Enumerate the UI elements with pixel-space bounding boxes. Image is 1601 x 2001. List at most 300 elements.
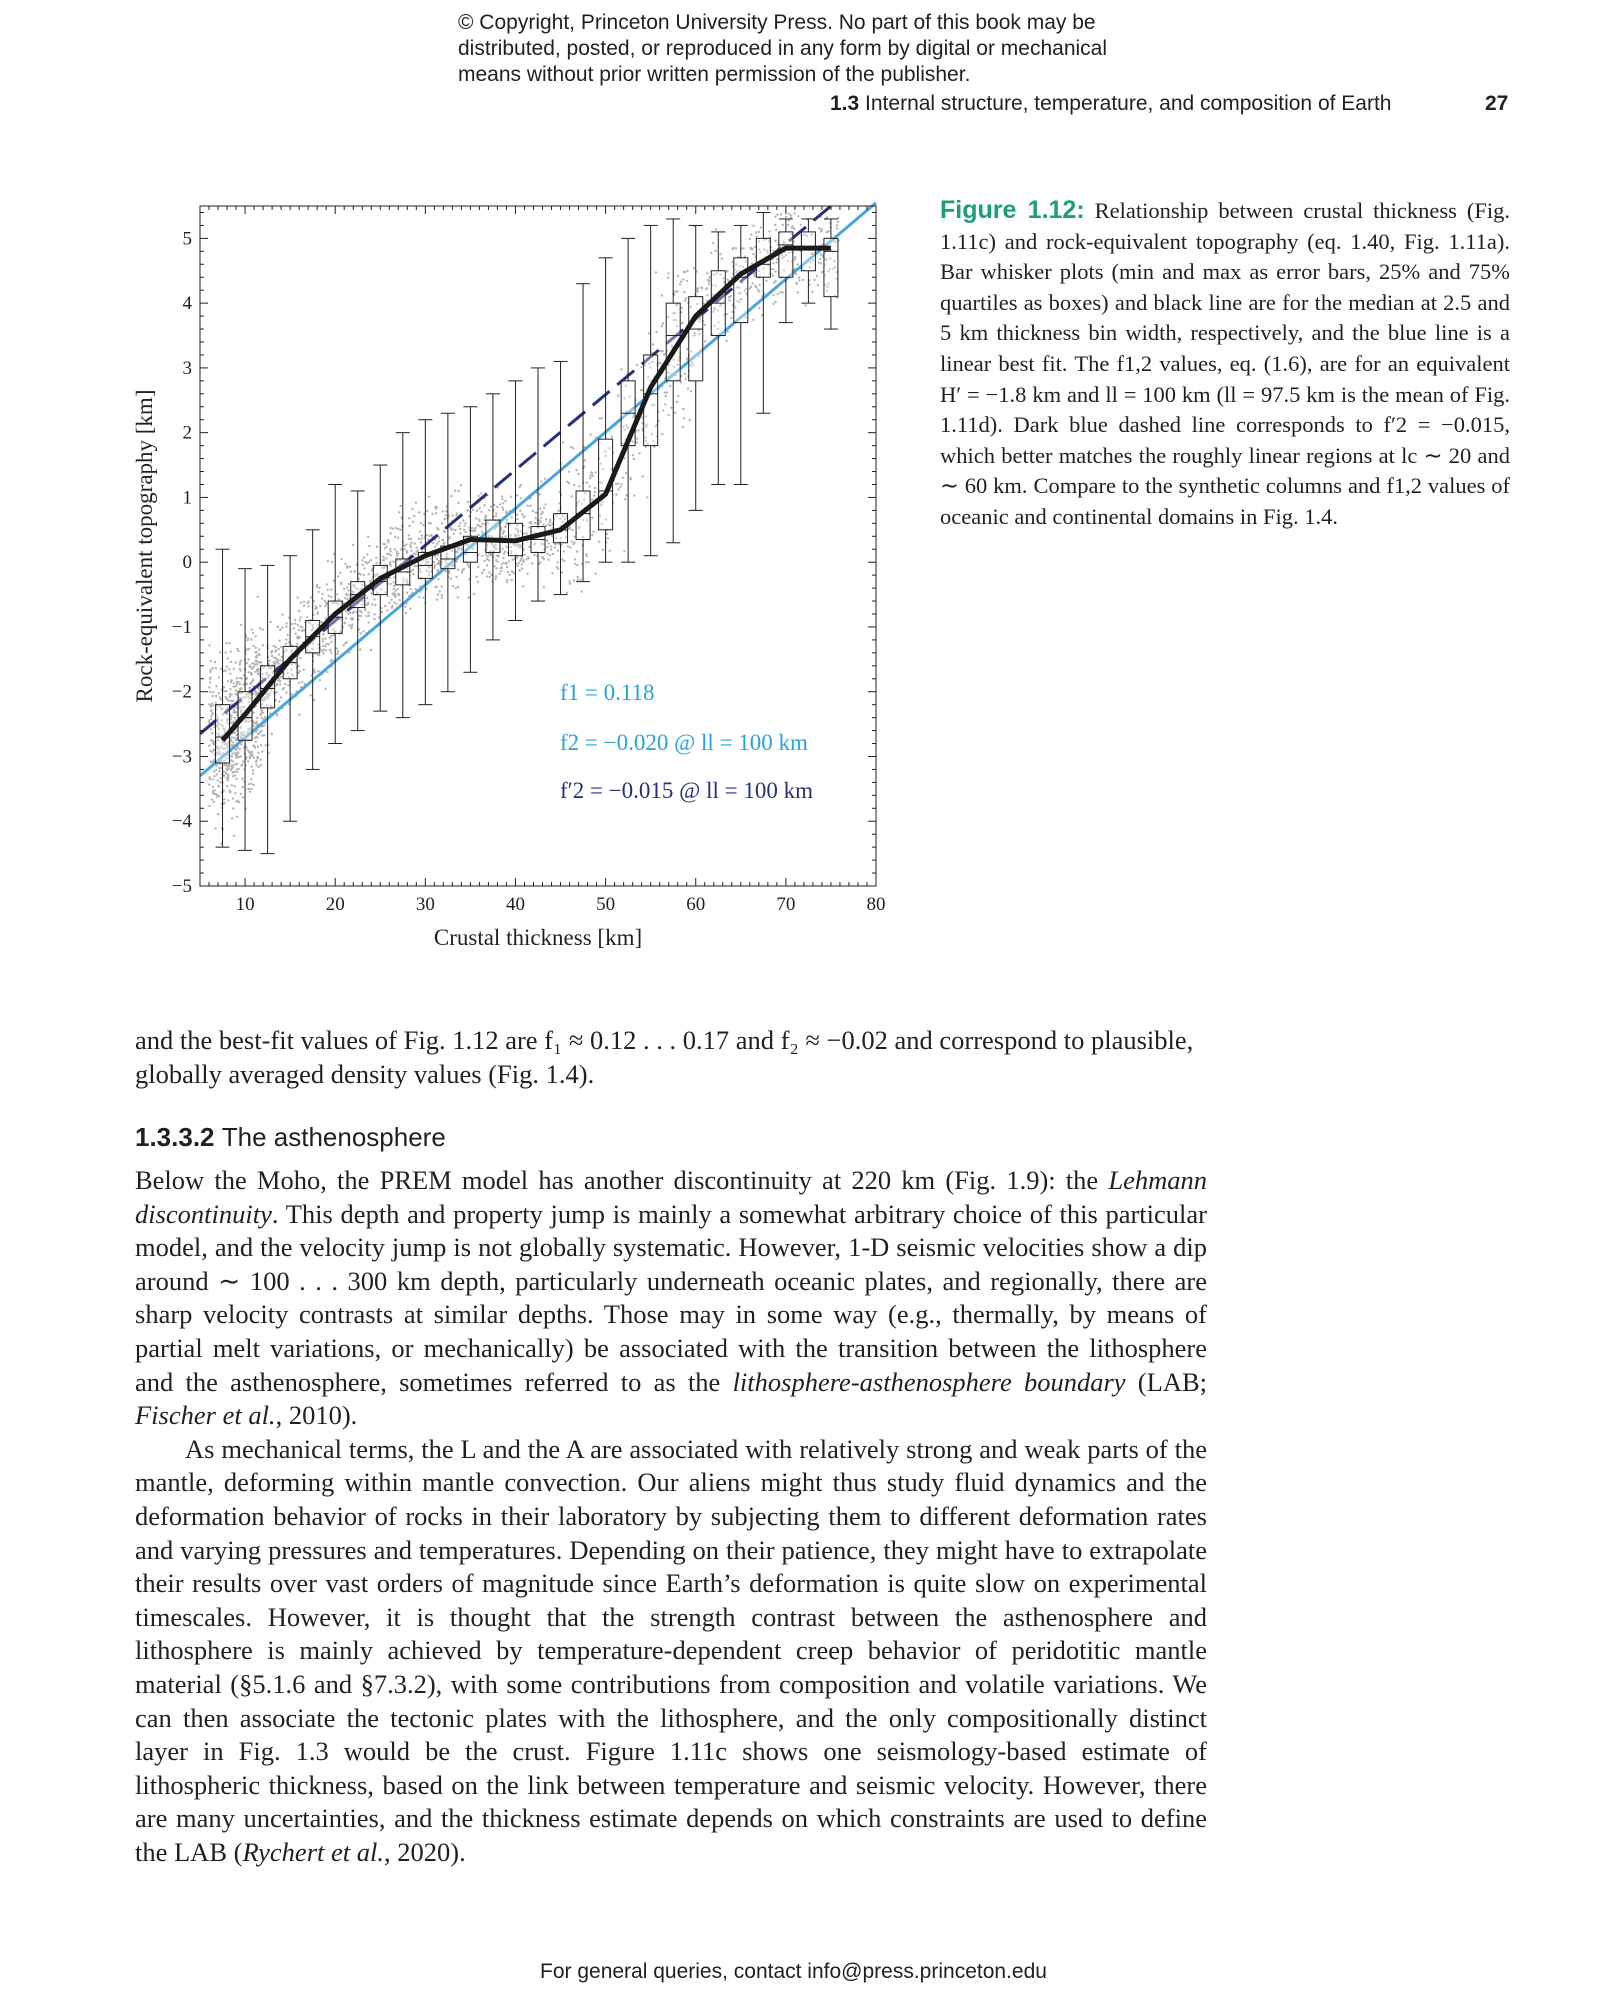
scatter-point: [387, 539, 389, 541]
scatter-point: [774, 270, 776, 272]
scatter-point: [728, 296, 730, 298]
scatter-point: [363, 574, 365, 576]
scatter-point: [234, 732, 236, 734]
scatter-point: [325, 688, 327, 690]
scatter-point: [279, 683, 281, 685]
scatter-point: [742, 247, 744, 249]
scatter-point: [236, 734, 238, 736]
scatter-point: [261, 730, 263, 732]
scatter-point: [680, 281, 682, 283]
scatter-point: [679, 283, 681, 285]
scatter-point: [230, 759, 232, 761]
scatter-point: [798, 279, 800, 281]
scatter-point: [483, 519, 485, 521]
scatter-point: [249, 664, 251, 666]
scatter-point: [370, 649, 372, 651]
scatter-point: [640, 389, 642, 391]
scatter-point: [223, 690, 225, 692]
scatter-point: [477, 581, 479, 583]
scatter-point: [208, 703, 210, 705]
scatter-point: [573, 579, 575, 581]
scatter-point: [390, 532, 392, 534]
scatter-point: [230, 651, 232, 653]
scatter-point: [498, 555, 500, 557]
scatter-point: [418, 596, 420, 598]
para1-citation: Fischer et al.: [135, 1400, 276, 1431]
scatter-point: [327, 560, 329, 562]
scatter-point: [255, 761, 257, 763]
scatter-point: [460, 484, 462, 486]
scatter-point: [436, 558, 438, 560]
scatter-point: [250, 682, 252, 684]
scatter-point: [240, 755, 242, 757]
scatter-point: [238, 756, 240, 758]
annotation-block: [560, 680, 813, 803]
scatter-point: [228, 668, 230, 670]
scatter-point: [239, 663, 241, 665]
scatter-point: [444, 530, 446, 532]
scatter-point: [373, 598, 375, 600]
scatter-point: [250, 638, 252, 640]
scatter-point: [362, 630, 364, 632]
scatter-point: [316, 607, 318, 609]
scatter-point: [541, 511, 543, 513]
scatter-point: [457, 586, 459, 588]
scatter-point: [278, 654, 280, 656]
scatter-point: [526, 505, 528, 507]
scatter-point: [459, 528, 461, 530]
scatter-point: [772, 294, 774, 296]
scatter-point: [414, 542, 416, 544]
scatter-point: [350, 627, 352, 629]
scatter-point: [544, 503, 546, 505]
scatter-point: [521, 513, 523, 515]
scatter-point: [531, 562, 533, 564]
scatter-point: [591, 499, 593, 501]
scatter-point: [774, 301, 776, 303]
scatter-point: [636, 441, 638, 443]
scatter-point: [557, 550, 559, 552]
scatter-point: [405, 612, 407, 614]
scatter-point: [505, 546, 507, 548]
scatter-point: [438, 562, 440, 564]
scatter-point: [438, 541, 440, 543]
scatter-point: [271, 733, 273, 735]
scatter-point: [254, 671, 256, 673]
scatter-point: [592, 531, 594, 533]
scatter-point: [551, 572, 553, 574]
scatter-point: [794, 258, 796, 260]
scatter-point: [569, 583, 571, 585]
section-heading: [135, 1122, 446, 1153]
scatter-point: [411, 508, 413, 510]
scatter-point: [674, 411, 676, 413]
scatter-point: [352, 618, 354, 620]
scatter-point: [661, 294, 663, 296]
scatter-point: [235, 685, 237, 687]
scatter-point: [361, 559, 363, 561]
scatter-point: [208, 644, 210, 646]
scatter-point: [299, 657, 301, 659]
scatter-point: [620, 368, 622, 370]
scatter-point: [359, 648, 361, 650]
scatter-point: [393, 601, 395, 603]
scatter-point: [232, 721, 234, 723]
scatter-point: [237, 752, 239, 754]
scatter-point: [453, 533, 455, 535]
scatter-point: [587, 561, 589, 563]
scatter-point: [681, 322, 683, 324]
scatter-point: [638, 452, 640, 454]
scatter-point: [299, 619, 301, 621]
scatter-point: [251, 628, 253, 630]
scatter-point: [303, 604, 305, 606]
scatter-point: [467, 563, 469, 565]
scatter-point: [648, 332, 650, 334]
scatter-point: [684, 299, 686, 301]
boxplot: [734, 225, 748, 484]
scatter-point: [332, 634, 334, 636]
scatter-point: [254, 663, 256, 665]
scatter-point: [636, 364, 638, 366]
scatter-point: [768, 230, 770, 232]
para2-text-b: , 2020).: [384, 1836, 466, 1867]
scatter-point: [534, 522, 536, 524]
scatter-point: [368, 615, 370, 617]
scatter-point: [464, 531, 466, 533]
scatter-point: [291, 693, 293, 695]
scatter-point: [415, 501, 417, 503]
para1-text-d: , 2010).: [275, 1400, 358, 1431]
scatter-point: [236, 677, 238, 679]
scatter-point: [236, 768, 238, 770]
scatter-point: [550, 548, 552, 550]
scatter-point: [545, 518, 547, 520]
scatter-point: [252, 769, 254, 771]
scatter-point: [253, 784, 255, 786]
scatter-point: [212, 691, 214, 693]
scatter-point: [235, 756, 237, 758]
boxplot: [666, 219, 680, 543]
scatter-point: [303, 629, 305, 631]
scatter-point: [321, 597, 323, 599]
scatter-point: [389, 583, 391, 585]
scatter-point: [299, 616, 301, 618]
scatter-point: [303, 669, 305, 671]
scatter-point: [344, 622, 346, 624]
scatter-point: [251, 766, 253, 768]
scatter-point: [293, 627, 295, 629]
scatter-point: [461, 571, 463, 573]
y-tick-label: 1: [182, 487, 192, 509]
scatter-point: [298, 629, 300, 631]
boxplot: [621, 238, 635, 562]
scatter-point: [220, 777, 222, 779]
scatter-point: [326, 671, 328, 673]
scatter-point: [576, 550, 578, 552]
scatter-point: [370, 579, 372, 581]
scatter-point: [646, 496, 648, 498]
scatter-point: [540, 520, 542, 522]
scatter-point: [261, 750, 263, 752]
scatter-point: [481, 571, 483, 573]
scatter-point: [506, 519, 508, 521]
scatter-point: [566, 592, 568, 594]
scatter-point: [617, 482, 619, 484]
scatter-point: [508, 574, 510, 576]
scatter-point: [330, 641, 332, 643]
scatter-point: [208, 783, 210, 785]
scatter-point: [426, 510, 428, 512]
scatter-point: [371, 603, 373, 605]
scatter-point: [725, 340, 727, 342]
scatter-point: [667, 414, 669, 416]
scatter-point: [233, 682, 235, 684]
scatter-point: [574, 536, 576, 538]
scatter-point: [209, 671, 211, 673]
scatter-point: [726, 270, 728, 272]
scatter-point: [375, 557, 377, 559]
scatter-point: [370, 559, 372, 561]
scatter-point: [362, 564, 364, 566]
scatter-point: [475, 576, 477, 578]
scatter-point: [715, 228, 717, 230]
scatter-point: [258, 648, 260, 650]
scatter-point: [532, 510, 534, 512]
scatter-point: [381, 611, 383, 613]
scatter-point: [210, 669, 212, 671]
scatter-point: [594, 487, 596, 489]
scatter-point: [390, 599, 392, 601]
scatter-point: [476, 524, 478, 526]
scatter-point: [452, 585, 454, 587]
scatter-point: [525, 558, 527, 560]
scatter-point: [336, 647, 338, 649]
scatter-point: [774, 216, 776, 218]
scatter-point: [539, 493, 541, 495]
scatter-point: [208, 719, 210, 721]
scatter-point: [505, 510, 507, 512]
scatter-point: [585, 555, 587, 557]
scatter-point: [450, 495, 452, 497]
scatter-point: [481, 531, 483, 533]
scatter-point: [772, 274, 774, 276]
paragraph-2: [135, 1433, 1207, 1870]
scatter-point: [352, 544, 354, 546]
scatter-point: [486, 556, 488, 558]
scatter-point: [346, 587, 348, 589]
scatter-point: [539, 508, 541, 510]
scatter-point: [774, 224, 776, 226]
scatter-point: [523, 554, 525, 556]
boxplot: [283, 556, 297, 822]
scatter-point: [818, 227, 820, 229]
scatter-point: [577, 576, 579, 578]
scatter-point: [732, 247, 734, 249]
scatter-point: [594, 491, 596, 493]
scatter-point: [495, 512, 497, 514]
scatter-point: [417, 549, 419, 551]
scatter-point: [236, 771, 238, 773]
scatter-point: [712, 242, 714, 244]
scatter-point: [284, 683, 286, 685]
scatter-point: [794, 256, 796, 258]
running-head-title: Internal structure, temperature, and composition of Earth: [865, 92, 1392, 115]
scatter-point: [322, 633, 324, 635]
scatter-point: [533, 554, 535, 556]
scatter-point: [782, 224, 784, 226]
scatter-point: [677, 395, 679, 397]
scatter-point: [561, 558, 563, 560]
boxplot: [779, 219, 793, 323]
scatter-point: [459, 532, 461, 534]
scatter-point: [247, 638, 249, 640]
para1-emphasis-a: Lehmann discontinuity: [135, 1165, 1207, 1229]
scatter-point: [501, 548, 503, 550]
scatter-point: [300, 602, 302, 604]
scatter-point: [574, 563, 576, 565]
scatter-point: [229, 696, 231, 698]
scatter-point: [291, 623, 293, 625]
scatter-point: [591, 534, 593, 536]
scatter-point: [463, 525, 465, 527]
scatter-point: [223, 771, 225, 773]
scatter-point: [506, 579, 508, 581]
scatter-point: [394, 536, 396, 538]
scatter-point: [436, 527, 438, 529]
scatter-point: [226, 665, 228, 667]
scatter-point: [262, 712, 264, 714]
scatter-point: [217, 779, 219, 781]
scatter-point: [575, 469, 577, 471]
scatter-point: [489, 576, 491, 578]
scatter-point: [234, 785, 236, 787]
scatter-point: [467, 501, 469, 503]
scatter-point: [760, 226, 762, 228]
scatter-point: [495, 515, 497, 517]
scatter-point: [480, 492, 482, 494]
scatter-point: [408, 534, 410, 536]
scatter-point: [593, 494, 595, 496]
scatter-point: [641, 416, 643, 418]
scatter-point: [496, 561, 498, 563]
running-head-section-number: 1.3: [830, 92, 860, 115]
scatter-point: [410, 546, 412, 548]
scatter-point: [667, 272, 669, 274]
scatter-point: [797, 291, 799, 293]
scatter-point: [317, 591, 319, 593]
scatter-point: [591, 517, 593, 519]
scatter-point: [229, 791, 231, 793]
scatter-point: [257, 766, 259, 768]
scatter-point: [433, 567, 435, 569]
scatter-point: [549, 554, 551, 556]
scatter-point: [366, 553, 368, 555]
scatter-point: [285, 691, 287, 693]
scatter-point: [326, 583, 328, 585]
scatter-point: [483, 560, 485, 562]
scatter-point: [404, 605, 406, 607]
scatter-point: [486, 558, 488, 560]
scatter-point: [704, 324, 706, 326]
scatter-point: [687, 387, 689, 389]
scatter-point: [685, 297, 687, 299]
scatter-point: [229, 673, 231, 675]
scatter-point: [798, 276, 800, 278]
scatter-point: [463, 529, 465, 531]
scatter-point: [408, 538, 410, 540]
scatter-point: [706, 272, 708, 274]
scatter-point: [209, 681, 211, 683]
scatter-point: [363, 556, 365, 558]
scatter-point: [488, 509, 490, 511]
scatter-point: [351, 624, 353, 626]
scatter-point: [232, 807, 234, 809]
scatter-point: [787, 224, 789, 226]
scatter-point: [393, 585, 395, 587]
scatter-point: [481, 523, 483, 525]
scatter-point: [346, 566, 348, 568]
scatter-point: [669, 385, 671, 387]
scatter-point: [682, 408, 684, 410]
scatter-point: [234, 693, 236, 695]
scatter-point: [662, 409, 664, 411]
scatter-point: [456, 512, 458, 514]
scatter-point: [458, 525, 460, 527]
scatter-point: [542, 523, 544, 525]
scatter-point: [297, 596, 299, 598]
scatter-point: [324, 605, 326, 607]
scatter-point: [622, 477, 624, 479]
scatter-point: [501, 567, 503, 569]
scatter-point: [367, 621, 369, 623]
scatter-point: [562, 441, 564, 443]
scatter-point: [793, 212, 795, 214]
scatter-point: [690, 390, 692, 392]
scatter-point: [236, 754, 238, 756]
scatter-point: [328, 643, 330, 645]
scatter-point: [208, 776, 210, 778]
scatter-point: [374, 604, 376, 606]
scatter-point: [281, 613, 283, 615]
scatter-point: [251, 788, 253, 790]
scatter-point: [347, 598, 349, 600]
scatter-point: [239, 688, 241, 690]
scatter-point: [255, 659, 257, 661]
scatter-point: [271, 655, 273, 657]
scatter-point: [255, 656, 257, 658]
scatter-point: [388, 553, 390, 555]
scatter-point: [624, 498, 626, 500]
scatter-point: [521, 567, 523, 569]
scatter-point: [212, 786, 214, 788]
box-quartiles: [779, 232, 793, 277]
scatter-point: [586, 482, 588, 484]
scatter-point: [384, 543, 386, 545]
scatter-point: [483, 569, 485, 571]
scatter-point: [816, 275, 818, 277]
scatter-point: [458, 547, 460, 549]
boxplot: [508, 381, 522, 621]
scatter-point: [337, 650, 339, 652]
scatter-point: [218, 676, 220, 678]
scatter-point: [589, 477, 591, 479]
scatter-point: [319, 679, 321, 681]
scatter-point: [494, 578, 496, 580]
scatter-point: [617, 395, 619, 397]
scatter-point: [350, 618, 352, 620]
scatter-point: [376, 546, 378, 548]
